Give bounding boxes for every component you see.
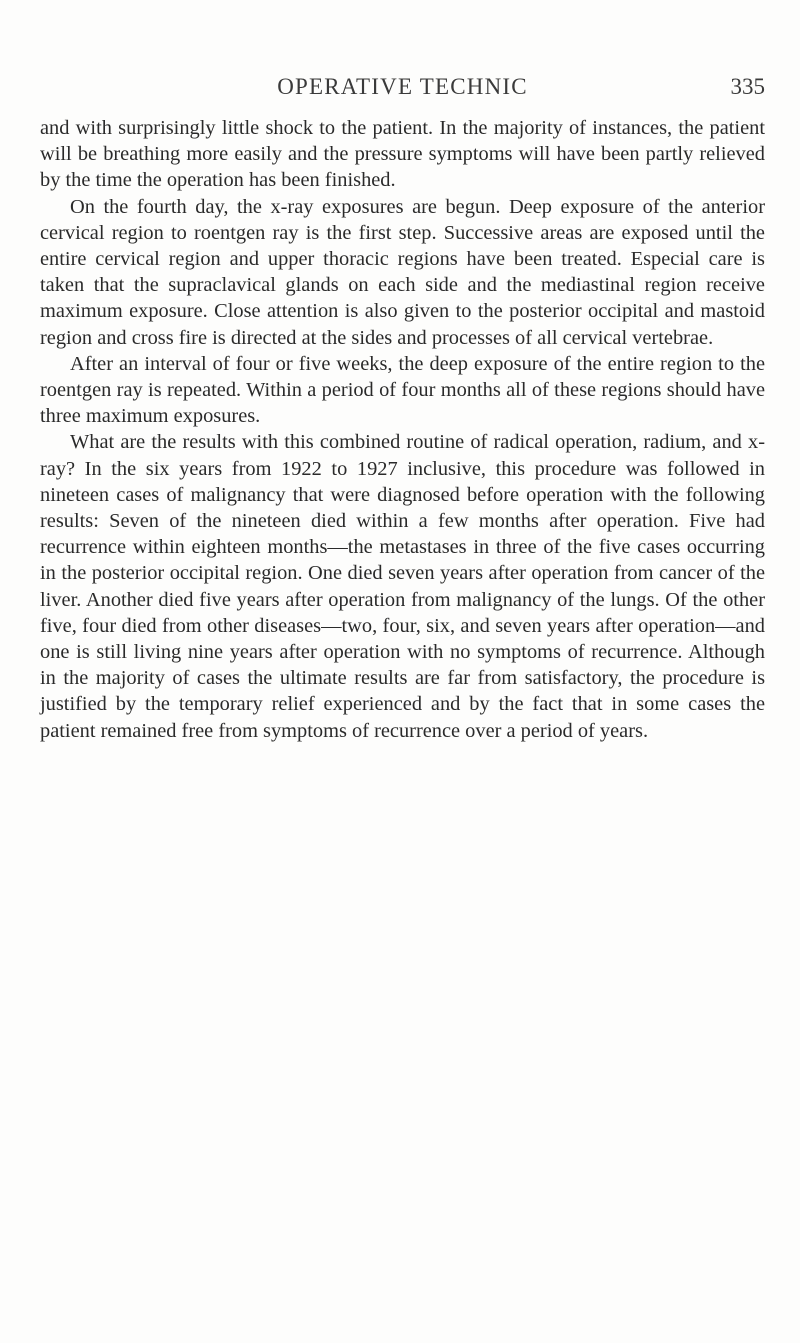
paragraph-repeat-exposure: After an interval of four or five weeks, the deep exposure of the entire region to the roentgen ray is repeated. Within a period of four months all of these regions should have three maximum exposures. — [40, 352, 765, 428]
running-head — [40, 72, 765, 102]
body-text — [40, 115, 765, 744]
paragraph-results: What are the results with this combined routine of radical operation, radium, and x-ray? In the six years from 1922 to 1927 inclusive, this procedure was followed in nineteen cases of malignancy that were diagnosed before operation with the following results: Seven of the nineteen died within a few months after operation. Five had recurrence within eighteen months—the metastases in three of the five cases occurring in the posterior occipital region. One died seven years after operation from cancer of the liver. Another died five years after operation from malignancy of the lungs. Of the other five, four died from other diseases—two, four, six, and seven years after operation—and one is still living nine years after operation with no symptoms of recurrence. Although in the majority of cases the ultimate results are far from satisfactory, the procedure is justified by the temporary relief experienced and by the fact that in some cases the patient remained free from symptoms of recurrence over a period of years. — [40, 431, 765, 742]
page-number: 335 — [730, 74, 765, 99]
running-title: OPERATIVE TECHNIC — [277, 74, 528, 99]
paragraph-continuation: and with surprisingly little shock to the patient. In the majority of instances, the patient will be breathing more easily and the pressure symptoms will have been partly relieved by the time the operation has been finished. — [40, 117, 765, 192]
paragraph-x-ray-exposures: On the fourth day, the x-ray exposures are begun. Deep exposure of the anterior cervical region to roentgen ray is the first step. Successive areas are exposed until the entire cervical region and upper thoracic regions have been treated. Especial care is taken that the supraclavical glands on each side and the mediastinal region receive maximum exposure. Close attention is also given to the posterior occipital and mastoid region and cross fire is directed at the sides and processes of all cervical vertebrae. — [40, 195, 765, 349]
